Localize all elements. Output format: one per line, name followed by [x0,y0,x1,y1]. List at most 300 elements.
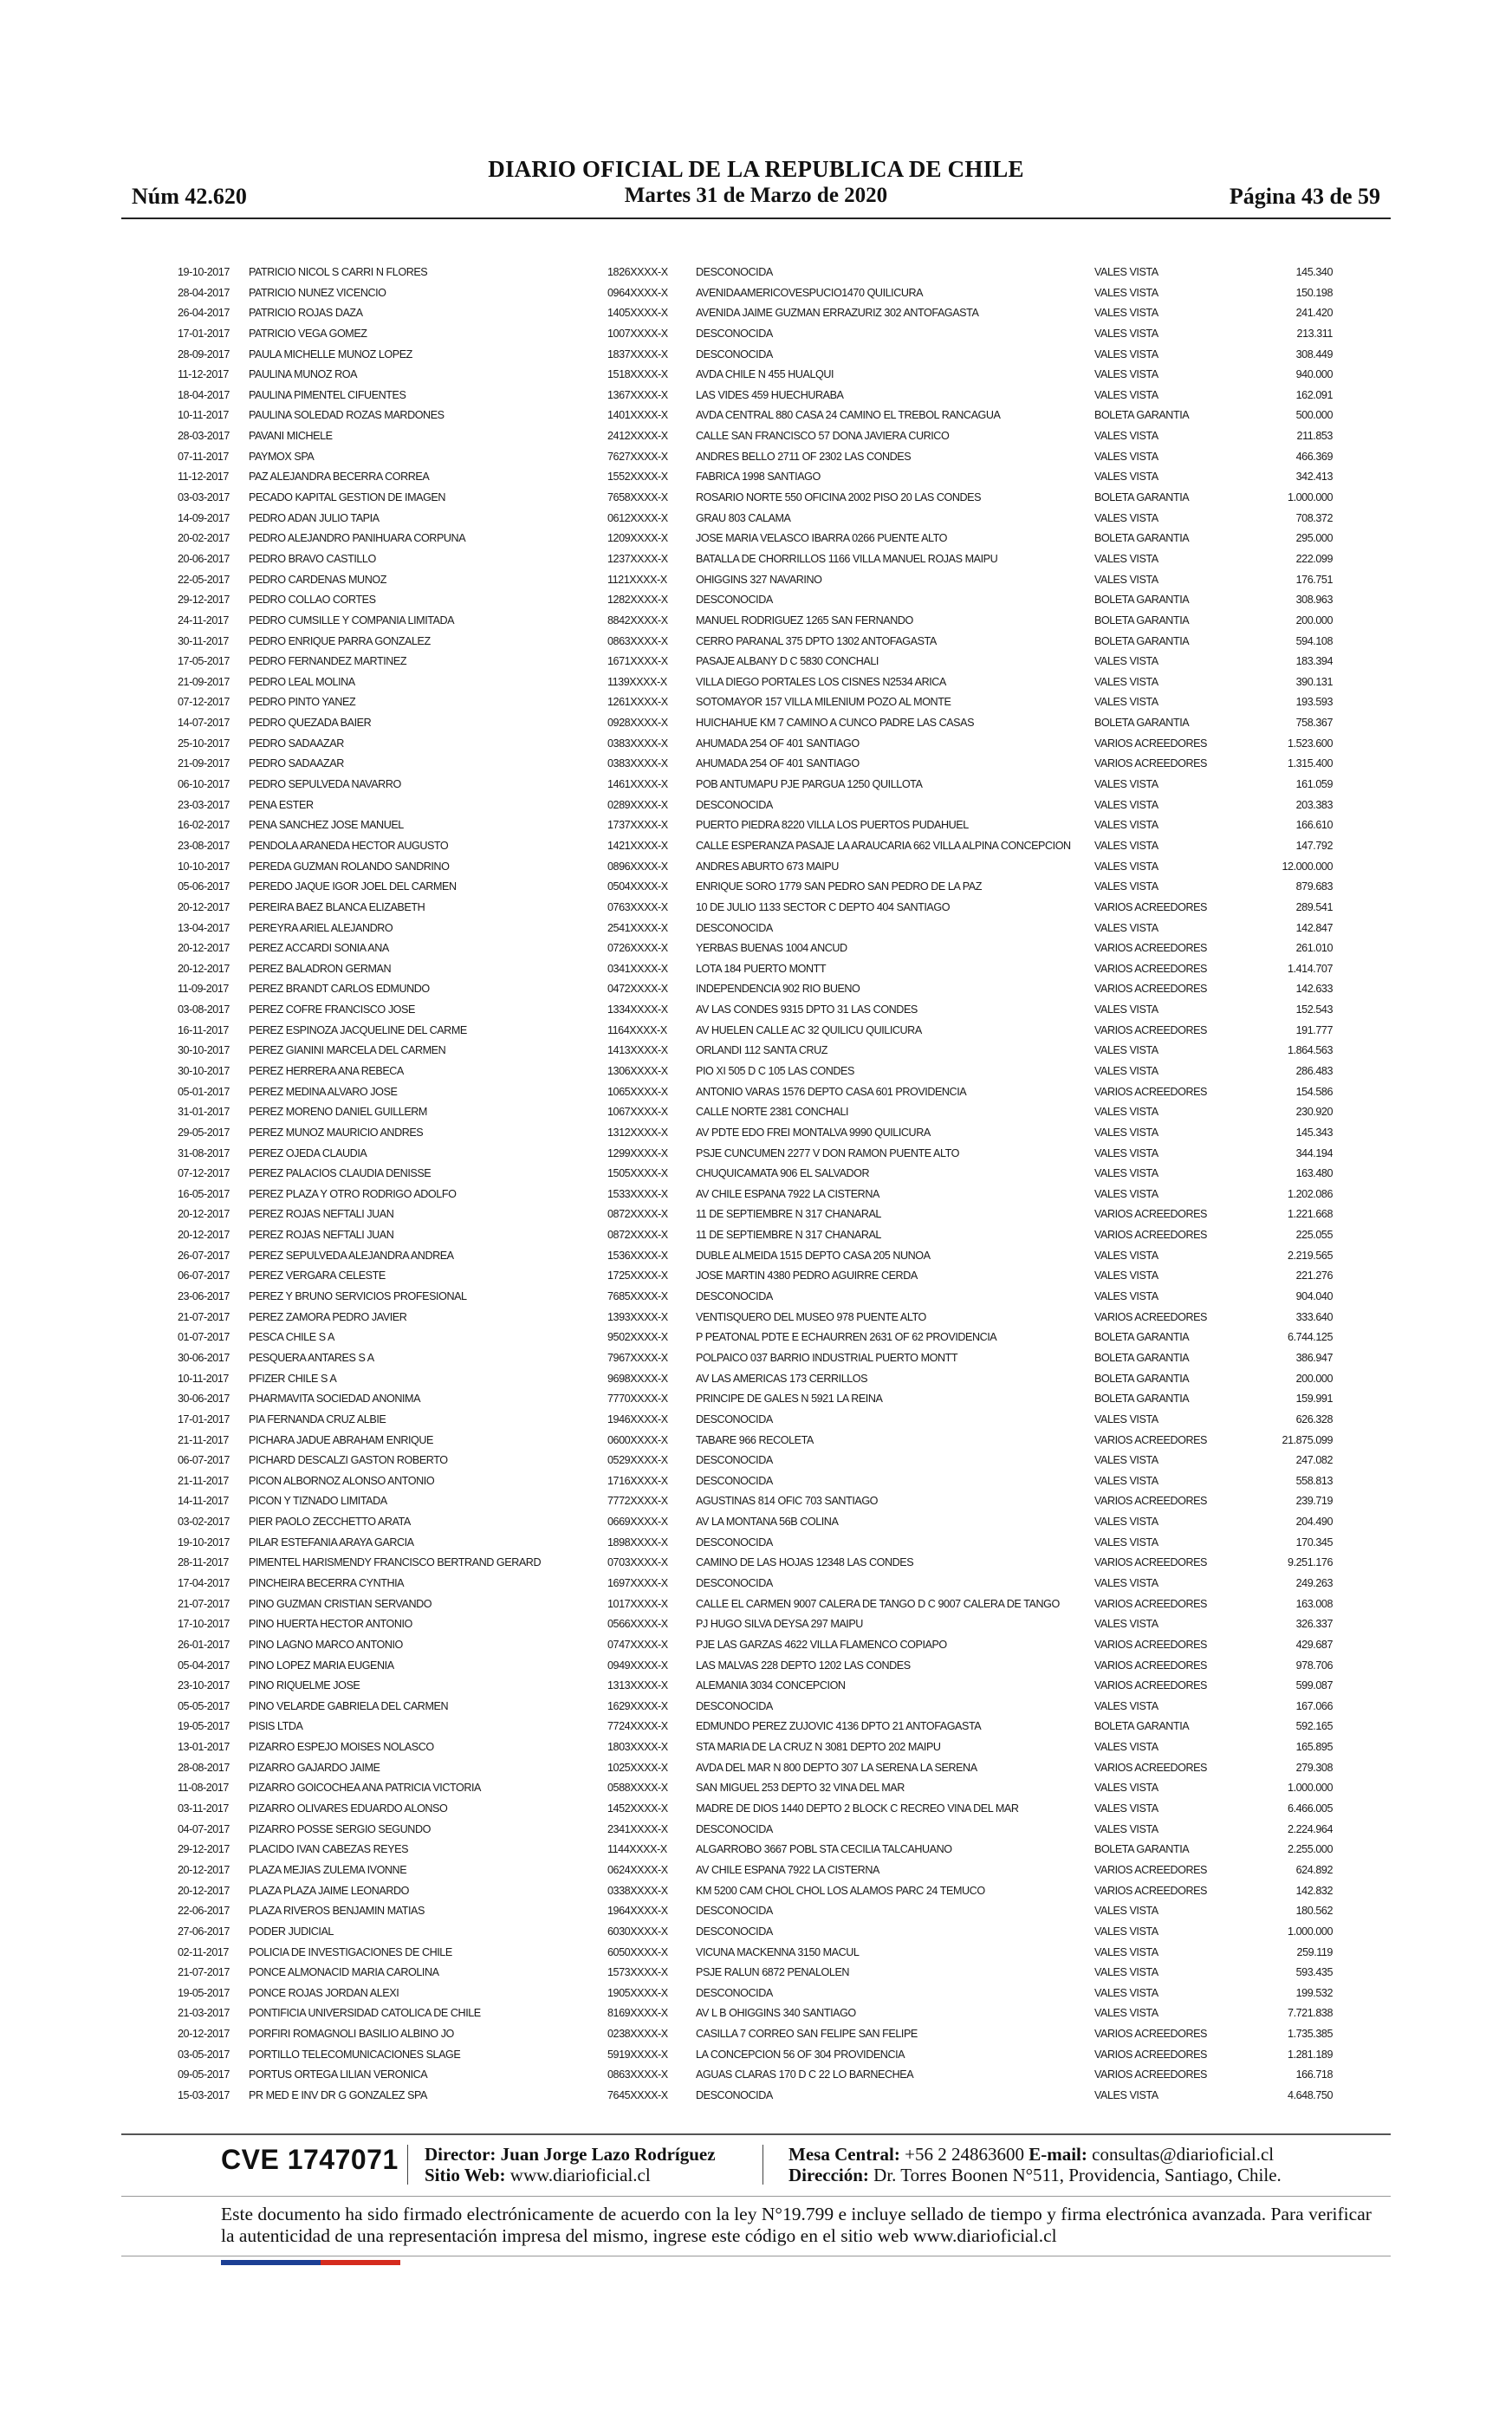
row-address: POB ANTUMAPU PJE PARGUA 1250 QUILLOTA [696,778,923,791]
table-row [178,815,1334,836]
row-name: PAYMOX SPA [249,450,315,463]
table-row [178,1205,1334,1225]
row-type: VALES VISTA [1094,1187,1158,1200]
row-name: PAULINA SOLEDAD ROZAS MARDONES [249,409,445,422]
row-address: AV PDTE EDO FREI MONTALVA 9990 QUILICURA [696,1126,931,1139]
row-type: VALES VISTA [1094,2089,1158,2102]
row-date: 20-12-2017 [178,962,230,975]
row-date: 31-08-2017 [178,1146,230,1159]
row-amount: 200.000 [1295,614,1333,627]
row-name: PEDRO SADAAZAR [249,737,344,750]
table-row [178,775,1334,795]
table-row [178,734,1334,755]
row-amount: 1.414.707 [1288,962,1333,975]
row-date: 17-01-2017 [178,327,230,340]
row-date: 17-10-2017 [178,1618,230,1631]
row-name: PONCE ROJAS JORDAN ALEXI [249,1986,399,1999]
row-date: 30-11-2017 [178,634,229,647]
row-type: VARIOS ACREEDORES [1094,942,1207,955]
row-address: AGUSTINAS 814 OFIC 703 SANTIAGO [696,1495,879,1508]
row-rut: 6050XXXX-X [607,1945,668,1958]
table-row [178,1533,1334,1554]
row-type: VALES VISTA [1094,368,1158,381]
row-name: PINO RIQUELME JOSE [249,1679,360,1692]
row-amount: 1.523.600 [1288,737,1333,750]
table-row [178,1943,1334,1964]
row-address: AV LAS AMERICAS 173 CERRILLOS [696,1372,868,1385]
row-type: VALES VISTA [1094,1986,1158,1999]
row-rut: 1671XXXX-X [607,655,668,668]
site-link[interactable]: www.diarioficial.cl [509,2165,651,2185]
row-type: VALES VISTA [1094,1699,1158,1712]
row-address: AV HUELEN CALLE AC 32 QUILICU QUILICURA [696,1023,922,1036]
page-indicator: Página 43 de 59 [1229,184,1380,209]
row-type: VALES VISTA [1094,286,1158,299]
row-rut: 7685XXXX-X [607,1290,668,1303]
row-date: 23-06-2017 [178,1290,230,1303]
row-rut: 1405XXXX-X [607,307,668,320]
row-name: PEREZ BALADRON GERMAN [249,962,392,975]
row-amount: 308.963 [1295,594,1333,607]
row-date: 29-05-2017 [178,1126,230,1139]
row-type: VARIOS ACREEDORES [1094,757,1207,770]
row-amount: 279.308 [1295,1761,1333,1774]
table-row [178,590,1334,611]
table-row [178,549,1334,570]
row-name: PEREZ COFRE FRANCISCO JOSE [249,1003,415,1016]
row-date: 22-05-2017 [178,573,230,586]
row-type: VALES VISTA [1094,1925,1158,1938]
row-date: 03-05-2017 [178,2048,230,2061]
row-rut: 1007XXXX-X [607,327,668,340]
table-row [178,1328,1334,1348]
row-rut: 2412XXXX-X [607,430,668,443]
row-type: VARIOS ACREEDORES [1094,1863,1207,1876]
row-address: DESCONOCIDA [696,1986,773,1999]
row-name: PAULINA MUNOZ ROA [249,368,358,381]
row-address: ANDRES ABURTO 673 MAIPU [696,860,839,873]
table-row [178,1963,1334,1984]
row-rut: 1261XXXX-X [607,696,668,709]
row-type: BOLETA GARANTIA [1094,1351,1190,1364]
row-date: 20-12-2017 [178,942,230,955]
table-row [178,1840,1334,1860]
row-amount: 6.466.005 [1288,1802,1333,1815]
row-rut: 1552XXXX-X [607,471,668,484]
row-date: 26-07-2017 [178,1249,230,1262]
row-rut: 1299XXXX-X [607,1146,668,1159]
row-rut: 1905XXXX-X [607,1986,668,1999]
row-date: 20-02-2017 [178,532,230,545]
row-type: VARIOS ACREEDORES [1094,1208,1207,1221]
table-row [178,877,1334,898]
row-rut: 0600XXXX-X [607,1433,668,1446]
mesa-phone: +56 2 24863600 [905,2144,1024,2165]
table-row [178,1553,1334,1574]
row-date: 05-01-2017 [178,1085,230,1098]
table-row [178,1082,1334,1103]
table-row [178,1164,1334,1185]
row-amount: 230.920 [1295,1106,1333,1119]
newspaper-title: DIARIO OFICIAL DE LA REPUBLICA DE CHILE [488,156,1024,182]
row-rut: 8169XXXX-X [607,2007,668,2020]
row-address: DESCONOCIDA [696,1474,773,1487]
row-type: VALES VISTA [1094,1782,1158,1795]
contact-block [788,2144,1282,2185]
row-name: PLACIDO IVAN CABEZAS REYES [249,1843,409,1856]
row-rut: 1401XXXX-X [607,409,668,422]
row-type: VALES VISTA [1094,921,1158,934]
row-type: VARIOS ACREEDORES [1094,1310,1207,1323]
table-row [178,1758,1334,1779]
row-type: BOLETA GARANTIA [1094,717,1190,730]
row-amount: 142.633 [1295,983,1333,996]
row-rut: 0928XXXX-X [607,717,668,730]
row-address: ALGARROBO 3667 POBL STA CECILIA TALCAHUANO [696,1843,952,1856]
row-amount: 558.813 [1295,1474,1333,1487]
row-type: VARIOS ACREEDORES [1094,1638,1207,1651]
row-date: 26-04-2017 [178,307,230,320]
row-name: PEREZ PALACIOS CLAUDIA DENISSE [249,1167,432,1180]
row-type: VARIOS ACREEDORES [1094,1229,1207,1242]
row-type: VALES VISTA [1094,1249,1158,1262]
row-address: SOTOMAYOR 157 VILLA MILENIUM POZO AL MONTE [696,696,951,709]
row-address: HUICHAHUE KM 7 CAMINO A CUNCO PADRE LAS CASAS [696,717,975,730]
row-date: 02-11-2017 [178,1945,229,1958]
row-amount: 159.991 [1295,1393,1333,1406]
row-address: LOTA 184 PUERTO MONTT [696,962,827,975]
row-rut: 1017XXXX-X [607,1597,668,1610]
row-name: PORFIRI ROMAGNOLI BASILIO ALBINO JO [249,2028,454,2041]
row-rut: 1536XXXX-X [607,1249,668,1262]
row-name: PIER PAOLO ZECCHETTO ARATA [249,1516,411,1529]
row-rut: 8842XXXX-X [607,614,668,627]
row-name: POLICIA DE INVESTIGACIONES DE CHILE [249,1945,452,1958]
row-type: VARIOS ACREEDORES [1094,2028,1207,2041]
row-name: PEDRO QUEZADA BAIER [249,717,372,730]
row-type: VALES VISTA [1094,266,1158,278]
row-date: 28-09-2017 [178,347,230,360]
row-name: PEDRO LEAL MOLINA [249,675,355,688]
row-type: VARIOS ACREEDORES [1094,1556,1207,1569]
row-rut: 1367XXXX-X [607,388,668,401]
row-date: 18-04-2017 [178,388,230,401]
row-name: PINO VELARDE GABRIELA DEL CARMEN [249,1699,449,1712]
table-row [178,1369,1334,1390]
row-address: 11 DE SEPTIEMBRE N 317 CHANARAL [696,1229,881,1242]
row-address: OHIGGINS 327 NAVARINO [696,573,822,586]
row-date: 19-10-2017 [178,1536,230,1549]
row-type: VARIOS ACREEDORES [1094,1433,1207,1446]
table-row [178,1102,1334,1123]
row-amount: 165.895 [1295,1741,1333,1754]
row-type: VALES VISTA [1094,880,1158,893]
table-row [178,1778,1334,1799]
row-type: VARIOS ACREEDORES [1094,1659,1207,1672]
row-rut: 0863XXXX-X [607,634,668,647]
row-type: VALES VISTA [1094,1822,1158,1835]
row-type: VALES VISTA [1094,1064,1158,1077]
row-type: VARIOS ACREEDORES [1094,2048,1207,2061]
row-address: DESCONOCIDA [696,1822,773,1835]
row-type: VALES VISTA [1094,655,1158,668]
row-type: VARIOS ACREEDORES [1094,900,1207,913]
row-address: PSJE RALUN 6872 PENALOLEN [696,1966,850,1979]
row-address: PJE LAS GARZAS 4622 VILLA FLAMENCO COPIAPO [696,1638,947,1651]
row-rut: 5919XXXX-X [607,2048,668,2061]
row-name: PR MED E INV DR G GONZALEZ SPA [249,2089,427,2102]
row-amount: 1.000.000 [1288,491,1333,504]
row-date: 14-11-2017 [178,1495,229,1508]
row-date: 03-08-2017 [178,1003,230,1016]
row-address: AHUMADA 254 OF 401 SANTIAGO [696,737,860,750]
row-amount: 221.276 [1295,1269,1333,1282]
row-type: VARIOS ACREEDORES [1094,962,1207,975]
row-rut: 0588XXXX-X [607,1782,668,1795]
row-address: GRAU 803 CALAMA [696,511,791,524]
table-row [178,1717,1334,1737]
row-date: 20-12-2017 [178,1863,230,1876]
row-name: PICON ALBORNOZ ALONSO ANTONIO [249,1474,435,1487]
row-date: 11-12-2017 [178,368,229,381]
row-amount: 249.263 [1295,1577,1333,1589]
row-name: PEREZ HERRERA ANA REBECA [249,1064,404,1077]
row-name: PINO GUZMAN CRISTIAN SERVANDO [249,1597,432,1610]
row-amount: 2.224.964 [1288,1822,1333,1835]
table-row [178,1799,1334,1820]
row-type: VARIOS ACREEDORES [1094,983,1207,996]
row-type: VALES VISTA [1094,573,1158,586]
footer-separator [407,2145,408,2185]
row-name: PEDRO BRAVO CASTILLO [249,552,376,565]
row-date: 03-11-2017 [178,1802,229,1815]
table-row [178,1656,1334,1677]
row-rut: 1121XXXX-X [607,573,667,586]
row-rut: 1737XXXX-X [607,819,668,832]
row-type: BOLETA GARANTIA [1094,1720,1190,1733]
row-type: VALES VISTA [1094,1741,1158,1754]
row-date: 11-08-2017 [178,1782,229,1795]
row-amount: 333.640 [1295,1310,1333,1323]
table-row [178,1594,1334,1615]
row-address: CASILLA 7 CORREO SAN FELIPE SAN FELIPE [696,2028,918,2041]
row-type: VALES VISTA [1094,1454,1158,1467]
table-row [178,632,1334,653]
table-row [178,1389,1334,1410]
row-rut: 1716XXXX-X [607,1474,668,1487]
table-row [178,1041,1334,1062]
table-row [178,1614,1334,1635]
row-address: CERRO PARANAL 375 DPTO 1302 ANTOFAGASTA [696,634,937,647]
row-rut: 1393XXXX-X [607,1310,668,1323]
row-name: PEREZ ROJAS NEFTALI JUAN [249,1208,394,1221]
row-rut: 0872XXXX-X [607,1208,668,1221]
row-date: 31-01-2017 [178,1106,230,1119]
row-address: CALLE EL CARMEN 9007 CALERA DE TANGO D C 9007 CALERA DE TANGO [696,1597,1060,1610]
row-amount: 211.853 [1296,430,1333,443]
row-name: PEREZ GIANINI MARCELA DEL CARMEN [249,1044,446,1057]
row-rut: 7645XXXX-X [607,2089,668,2102]
row-date: 20-12-2017 [178,1229,230,1242]
row-address: AV CHILE ESPANA 7922 LA CISTERNA [696,1863,879,1876]
table-row [178,1287,1334,1308]
row-amount: 1.202.086 [1288,1187,1333,1200]
row-type: VALES VISTA [1094,839,1158,852]
row-name: PENA SANCHEZ JOSE MANUEL [249,819,404,832]
table-row [178,1676,1334,1697]
row-type: VARIOS ACREEDORES [1094,1597,1207,1610]
flag-stripe-blue [221,2260,321,2265]
row-type: VALES VISTA [1094,511,1158,524]
row-date: 04-07-2017 [178,1822,230,1835]
row-amount: 593.435 [1295,1966,1333,1979]
row-date: 21-09-2017 [178,757,230,770]
row-rut: 7658XXXX-X [607,491,668,504]
row-rut: 1964XXXX-X [607,1905,668,1918]
row-type: VARIOS ACREEDORES [1094,1085,1207,1098]
row-type: BOLETA GARANTIA [1094,1393,1190,1406]
row-rut: 0338XXXX-X [607,1884,668,1897]
row-amount: 239.719 [1295,1495,1333,1508]
row-type: VALES VISTA [1094,388,1158,401]
row-type: VALES VISTA [1094,1966,1158,1979]
row-rut: 1629XXXX-X [607,1699,668,1712]
table-row [178,795,1334,816]
table-row [178,938,1334,959]
row-type: VALES VISTA [1094,471,1158,484]
row-amount: 904.040 [1295,1290,1333,1303]
direccion-value: Dr. Torres Boonen N°511, Providencia, Santiago, Chile. [873,2165,1282,2185]
row-rut: 7772XXXX-X [607,1495,668,1508]
row-date: 19-10-2017 [178,266,230,278]
row-rut: 1461XXXX-X [607,778,668,791]
row-name: PEREZ MUNOZ MAURICIO ANDRES [249,1126,424,1139]
row-amount: 180.562 [1295,1905,1333,1918]
row-type: VALES VISTA [1094,1945,1158,1958]
table-row [178,1021,1334,1042]
row-rut: 0747XXXX-X [607,1638,668,1651]
cve-code: CVE 1747071 [221,2144,399,2175]
row-date: 24-11-2017 [178,614,229,627]
row-rut: 1946XXXX-X [607,1412,668,1425]
row-address: DESCONOCIDA [696,1412,773,1425]
row-date: 19-05-2017 [178,1986,230,1999]
row-date: 28-11-2017 [178,1556,229,1569]
row-date: 22-06-2017 [178,1905,230,1918]
row-date: 15-03-2017 [178,2089,230,2102]
row-rut: 2341XXXX-X [607,1822,668,1835]
table-row [178,1635,1334,1656]
row-name: PECADO KAPITAL GESTION DE IMAGEN [249,491,446,504]
row-amount: 145.340 [1295,266,1333,278]
row-amount: 12.000.000 [1282,860,1333,873]
table-row [178,283,1334,304]
row-rut: 0872XXXX-X [607,1229,668,1242]
row-date: 23-03-2017 [178,798,230,811]
row-amount: 592.165 [1295,1720,1333,1733]
table-row [178,1574,1334,1594]
row-address: AVDA DEL MAR N 800 DEPTO 307 LA SERENA LA SERENA [696,1761,977,1774]
row-address: AVENIDA JAIME GUZMAN ERRAZURIZ 302 ANTOFAGASTA [696,307,979,320]
email-link[interactable]: consultas@diarioficial.cl [1092,2144,1275,2165]
row-amount: 163.480 [1295,1167,1333,1180]
row-type: BOLETA GARANTIA [1094,1331,1190,1344]
row-name: PIZARRO GAJARDO JAIME [249,1761,380,1774]
row-date: 07-12-2017 [178,696,230,709]
row-address: DESCONOCIDA [696,1699,773,1712]
row-type: VALES VISTA [1094,1516,1158,1529]
row-rut: 0624XXXX-X [607,1863,668,1876]
row-rut: 2541XXXX-X [607,921,668,934]
row-date: 05-06-2017 [178,880,230,893]
row-amount: 163.008 [1295,1597,1333,1610]
table-row [178,406,1334,426]
row-rut: 0763XXXX-X [607,900,668,913]
row-amount: 152.543 [1295,1003,1333,1016]
row-amount: 7.721.838 [1288,2007,1333,2020]
row-address: STA MARIA DE LA CRUZ N 3081 DEPTO 202 MAIPU [696,1741,941,1754]
row-address: ROSARIO NORTE 550 OFICINA 2002 PISO 20 LAS CONDES [696,491,982,504]
row-address: BATALLA DE CHORRILLOS 1166 VILLA MANUEL ROJAS MAIPU [696,552,998,565]
row-amount: 154.586 [1295,1085,1333,1098]
row-name: PIZARRO OLIVARES EDUARDO ALONSO [249,1802,448,1815]
issue-date: Martes 31 de Marzo de 2020 [624,184,888,207]
row-type: VARIOS ACREEDORES [1094,1761,1207,1774]
row-name: PIMENTEL HARISMENDY FRANCISCO BERTRAND GERARD [249,1556,542,1569]
row-address: AGUAS CLARAS 170 D C 22 LO BARNECHEA [696,2068,914,2081]
table-row [178,652,1334,672]
row-rut: 1312XXXX-X [607,1126,668,1139]
row-amount: 6.744.125 [1288,1331,1333,1344]
row-address: DESCONOCIDA [696,1454,773,1467]
row-address: AHUMADA 254 OF 401 SANTIAGO [696,757,860,770]
row-address: AV L B OHIGGINS 340 SANTIAGO [696,2007,856,2020]
row-type: VALES VISTA [1094,1126,1158,1139]
row-rut: 1452XXXX-X [607,1802,668,1815]
row-name: PICHARA JADUE ABRAHAM ENRIQUE [249,1433,433,1446]
row-type: BOLETA GARANTIA [1094,1372,1190,1385]
row-address: LA CONCEPCION 56 OF 304 PROVIDENCIA [696,2048,905,2061]
row-rut: 0896XXXX-X [607,860,668,873]
row-name: PEREZ ROJAS NEFTALI JUAN [249,1229,394,1242]
row-address: 11 DE SEPTIEMBRE N 317 CHANARAL [696,1208,881,1221]
row-address: DESCONOCIDA [696,594,773,607]
row-amount: 1.315.400 [1288,757,1333,770]
row-address: POLPAICO 037 BARRIO INDUSTRIAL PUERTO MONTT [696,1351,958,1364]
table-row [178,2045,1334,2066]
row-amount: 142.847 [1295,921,1333,934]
row-amount: 940.000 [1295,368,1333,381]
row-amount: 390.131 [1295,675,1333,688]
row-date: 17-05-2017 [178,655,230,668]
row-name: PONTIFICIA UNIVERSIDAD CATOLICA DE CHILE [249,2007,481,2020]
row-address: AV LAS CONDES 9315 DPTO 31 LAS CONDES [696,1003,918,1016]
row-amount: 259.119 [1296,1945,1333,1958]
row-address: VENTISQUERO DEL MUSEO 978 PUENTE ALTO [696,1310,926,1323]
row-address: PASAJE ALBANY D C 5830 CONCHALI [696,655,879,668]
row-rut: 1144XXXX-X [607,1843,667,1856]
row-date: 29-12-2017 [178,1843,230,1856]
row-amount: 222.099 [1295,552,1333,565]
row-address: DUBLE ALMEIDA 1515 DEPTO CASA 205 NUNOA [696,1249,931,1262]
row-address: MANUEL RODRIGUEZ 1265 SAN FERNANDO [696,614,913,627]
row-rut: 1898XXXX-X [607,1536,668,1549]
row-rut: 0964XXXX-X [607,286,668,299]
table-row [178,324,1334,345]
row-address: KM 5200 CAM CHOL CHOL LOS ALAMOS PARC 24 TEMUCO [696,1884,985,1897]
row-address: 10 DE JULIO 1133 SECTOR C DEPTO 404 SANTIAGO [696,900,951,913]
row-type: VALES VISTA [1094,798,1158,811]
